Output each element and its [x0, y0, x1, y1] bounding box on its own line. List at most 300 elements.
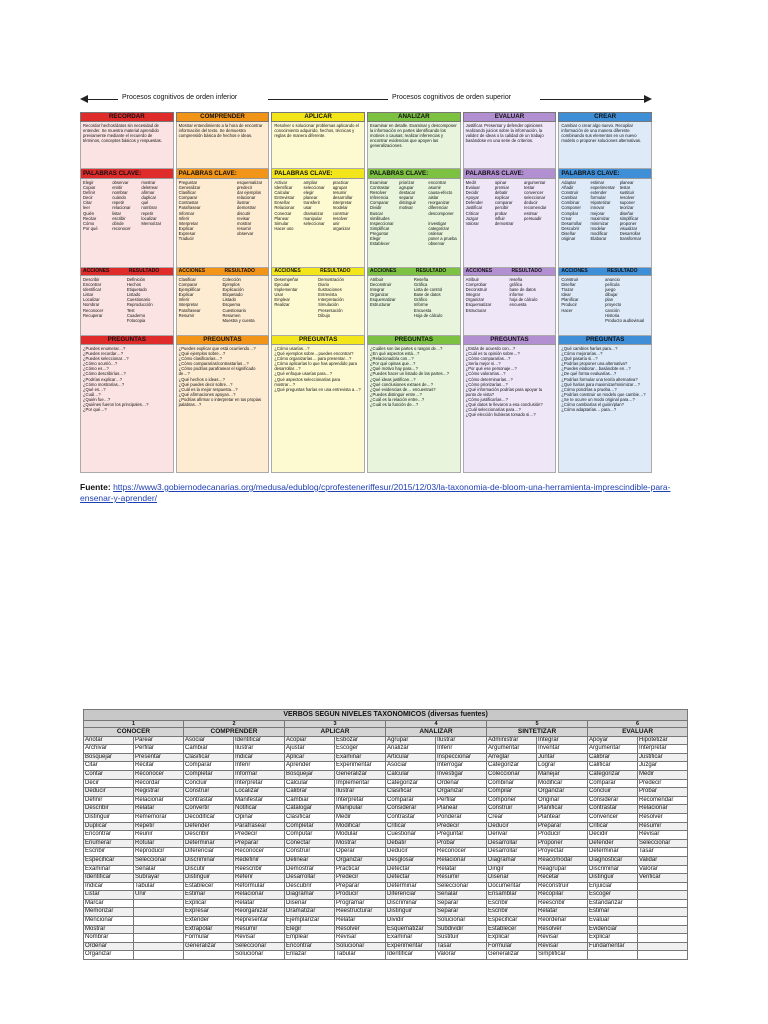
- keyword: [304, 226, 333, 231]
- verb-cell: Interpretar: [638, 745, 688, 754]
- verb-cell: Demostrar: [285, 865, 335, 874]
- keyword: demostrar: [237, 205, 256, 211]
- keyword: observar: [237, 230, 254, 236]
- verb-cell: Examinar: [335, 753, 386, 762]
- actions-results-heading: [80, 268, 174, 276]
- verb-cell: [638, 917, 688, 926]
- keyword: deducir: [524, 200, 538, 206]
- level-number: 1: [84, 721, 184, 728]
- keyword: Simplificar: [369, 225, 390, 231]
- verb-cell: Relacionar: [638, 805, 688, 814]
- verb-cell: Detectar: [386, 865, 436, 874]
- verb-cell: Investigar: [436, 770, 487, 779]
- keyword: Examinar: [369, 180, 388, 185]
- verb-cell: Bosquejar: [285, 770, 335, 779]
- verb-cell: Escribir: [487, 899, 537, 908]
- source-link[interactable]: https://www3.gobiernodecanarias.org/medusa/edublog/cprofesteneriffesur/2015/12/03/la-taxonomia-de-bloom-una-herramienta-imprescindible-para-ensenar-y-aprender/: [80, 482, 671, 503]
- verb-cell: Esquematizar: [386, 925, 436, 934]
- verb-cell: Asociar: [184, 736, 234, 745]
- keywords-heading: PALABRAS CLAVE:: [367, 169, 461, 179]
- keyword: Elegir: [369, 236, 381, 242]
- level-name: CONOCER: [84, 728, 184, 737]
- verb-cell: Reconocer: [436, 848, 487, 857]
- keyword: Simular: [274, 220, 289, 226]
- keyword: Establecer: [369, 241, 390, 247]
- verb-cell: Deducir: [386, 848, 436, 857]
- keyword: deletrear: [141, 185, 158, 191]
- verb-cell: Organizar: [335, 856, 386, 865]
- column-description: Mostrar entendimiento a la hora de encontrar información del texto. Se demuestra comprensión básica de hechos e ideas.: [176, 122, 270, 169]
- verb-cell: Argumentar: [487, 745, 537, 754]
- verb-cell: Probar: [638, 788, 688, 797]
- verb-cell: Estimar: [184, 891, 234, 900]
- verb-cell: [638, 925, 688, 934]
- verb-cell: Concluir: [184, 779, 234, 788]
- column-title: COMPRENDER: [176, 112, 270, 122]
- actions-results-heading: [271, 268, 365, 276]
- verb-cell: Contar: [84, 770, 134, 779]
- results-heading: RESULTADO: [607, 268, 638, 274]
- verb-cell: Inferir: [234, 762, 285, 771]
- verb-cell: Experimentar: [386, 942, 436, 951]
- table-row: [84, 822, 688, 831]
- verb-cell: Organizar: [537, 788, 588, 797]
- keyword: Desarrollar: [561, 220, 582, 226]
- verb-cell: Proyectar: [537, 848, 588, 857]
- verb-cell: Originar: [537, 796, 588, 805]
- verb-cell: [134, 899, 184, 908]
- actions-results: [80, 276, 174, 336]
- column-title: ANALIZAR: [367, 112, 461, 122]
- verb-cell: Recomendar: [638, 796, 688, 805]
- keyword: Inspeccionar: [369, 220, 394, 226]
- keywords-list: [558, 179, 652, 268]
- verb-cell: Modificar: [335, 822, 386, 831]
- questions-list: ¿Qué cambios harías para…? ¿Cómo mejorarías…? ¿Qué pasaría si…? ¿Podrías proponer una alternativa? ¿Puedes elaborar…basándote en…? ¿De qué forma evaluarías…? ¿Podrías formular una teoría alternativa? ¿Qué harías para maximizar/minimizar…? ¿Cómo pondrías a prueba…? ¿Podrías construir un modelo que cambie…? ¿Se te ocurre un modo original para…? ¿Cómo cambiarías el guión/plan? ¿Cómo adaptarías… para…?: [558, 345, 652, 473]
- keyword: [208, 236, 237, 241]
- table-row: [84, 745, 688, 754]
- keyword: encontrar: [428, 180, 447, 185]
- keyword: qué: [141, 200, 149, 206]
- verb-cell: Registrar: [134, 788, 184, 797]
- table-row: [84, 736, 688, 745]
- verb-cell: Ejemplarizar: [285, 917, 335, 926]
- keyword: Combinar: [561, 200, 580, 206]
- verb-cell: Aprender: [285, 762, 335, 771]
- verb-cell: Solucionar: [234, 951, 285, 960]
- keyword: Construir: [561, 190, 579, 196]
- bloom-taxonomy-figure: [80, 90, 652, 460]
- keyword: motivar: [399, 205, 413, 211]
- keyword: Adaptar: [561, 180, 576, 185]
- keyword: Parafrasear: [178, 205, 201, 211]
- verb-cell: Mencionar: [84, 917, 134, 926]
- verb-cell: Presentar: [134, 753, 184, 762]
- verb-cell: Diagramar: [487, 856, 537, 865]
- keyword: Valorar: [465, 220, 479, 226]
- verb-cell: Analizar: [386, 745, 436, 754]
- taxonomy-columns: [80, 112, 652, 473]
- verb-cell: Describir: [84, 805, 134, 814]
- verb-cell: Ajustar: [285, 745, 335, 754]
- verb-cell: [134, 908, 184, 917]
- verb-cell: Manejar: [537, 770, 588, 779]
- verb-cell: Mostrar: [335, 839, 386, 848]
- verb-cell: Desarrollar: [487, 848, 537, 857]
- keyword: nombrar: [141, 205, 157, 211]
- keyword: proponer: [619, 220, 637, 226]
- verb-cell: Ilustrar: [335, 788, 386, 797]
- verb-cell: Calibrar: [588, 753, 638, 762]
- questions-list: ¿Puedes explicar que está ocurriendo…? ¿Qué ejemplos sobre…? ¿Cómo clasificarías…? ¿Cómo compararías/contrastarías…? ¿Cómo podrías parafrasear el significado de…? ¿Qué hechos o ideas…? ¿Qué puedes decir sobre…? ¿Cuál es la mejor respuesta…? ¿Qué afirmaciones apoyan…? ¿Podrías afirmar o interpretar en tus propias palabras…?: [176, 345, 270, 473]
- actions-heading: ACCIONES: [465, 268, 493, 274]
- actions-list: Atribuir Comprobar Deconstruir Integrar Organizar Esquematizar Estructurar: [465, 277, 492, 313]
- verb-cell: Criticar: [588, 822, 638, 831]
- keyword: Traducir: [178, 236, 194, 242]
- verb-cell: Argumentar: [588, 745, 638, 754]
- keyword: probar: [494, 210, 507, 216]
- verb-cell: Seleccionar: [436, 882, 487, 891]
- verb-cell: Manipular: [335, 805, 386, 814]
- keyword: reorganizar: [428, 200, 450, 206]
- verb-cell: Enumerar: [84, 839, 134, 848]
- keyword: resolver: [332, 215, 348, 221]
- keyword: seleccionar: [303, 185, 325, 191]
- keyword: sustituir: [619, 190, 635, 196]
- verb-cell: Contrastar: [184, 796, 234, 805]
- keyword: Medir: [465, 180, 477, 185]
- verb-cell: Escoger: [588, 891, 638, 900]
- keyword: Cómo: [83, 220, 95, 226]
- verb-cell: Extender: [184, 917, 234, 926]
- verb-cell: Considerar: [588, 796, 638, 805]
- keyword: repetir: [141, 210, 154, 216]
- results-list: Demostración Diario Ilustraciones Entrevista Interpretación Simulación Presentación Dibujo: [318, 277, 344, 318]
- keyword: estimar: [590, 180, 605, 185]
- verb-cell: Solucionar: [436, 917, 487, 926]
- verb-cell: Reproducir: [134, 848, 184, 857]
- actions-heading: ACCIONES: [83, 268, 110, 274]
- verb-cell: Predecir: [335, 874, 386, 883]
- verb-cell: Subdividir: [436, 925, 487, 934]
- keyword: Definir: [83, 190, 96, 196]
- keyword: repetir: [112, 200, 125, 206]
- verb-cell: Representar: [234, 917, 285, 926]
- verb-cell: Formular: [487, 942, 537, 951]
- verb-cell: Catalogar: [285, 805, 335, 814]
- verb-cell: Medir: [335, 813, 386, 822]
- verb-cell: Agrupar: [386, 736, 436, 745]
- keyword: Entrevistar: [274, 195, 295, 201]
- keyword: resolver: [619, 195, 635, 201]
- keyword: leer: [83, 205, 90, 211]
- keyword: destacar: [399, 190, 416, 196]
- keyword: Resolver: [369, 190, 387, 196]
- keyword: practicar: [332, 180, 349, 185]
- verb-cell: Justificar: [638, 753, 688, 762]
- verb-cell: Revisar: [638, 831, 688, 840]
- actions-heading: ACCIONES: [178, 268, 206, 274]
- table-row: [84, 796, 688, 805]
- keyword: Copiar: [83, 185, 96, 191]
- column-description: Cambiar o crear algo nuevo. Recopilar información de una manera diferente combinando sus elementos en un nuevo modelo o proponer soluciones alternativas.: [558, 122, 652, 169]
- keyword: resumir: [237, 225, 251, 231]
- keyword: Dividir: [369, 205, 382, 211]
- keyword: [524, 221, 553, 226]
- verb-cell: Organizar: [84, 951, 134, 960]
- table-title: VERBOS SEGÚN NIVELES TAXONÓMICOS (diversas fuentes): [84, 710, 688, 721]
- verb-cell: Generalizar: [487, 951, 537, 960]
- verb-cell: Relacionar: [234, 891, 285, 900]
- verb-cell: Relatar: [234, 899, 285, 908]
- verb-cell: [638, 951, 688, 960]
- verb-cell: Distinguir: [84, 813, 134, 822]
- verb-cell: Convertir: [184, 805, 234, 814]
- keyword: priorizar: [399, 180, 415, 185]
- verb-cell: Definir: [84, 796, 134, 805]
- keyword: Descubrir: [561, 225, 580, 231]
- verb-cell: Reconocer: [234, 848, 285, 857]
- verb-cell: Elegir: [285, 925, 335, 934]
- actions-results: [271, 276, 365, 336]
- keywords-heading: PALABRAS CLAVE:: [463, 169, 557, 179]
- verb-cell: Reordenar: [537, 917, 588, 926]
- verb-cell: Identificar: [84, 874, 134, 883]
- table-row: [84, 917, 688, 926]
- verb-cell: Subrayar: [134, 874, 184, 883]
- verb-cell: Calcular: [285, 779, 335, 788]
- level-number: 4: [386, 721, 487, 728]
- verb-cell: Separar: [436, 908, 487, 917]
- verb-cell: Explicar: [184, 899, 234, 908]
- verb-cell: Conectar: [285, 839, 335, 848]
- verb-cell: Comparar: [386, 796, 436, 805]
- table-row: [84, 839, 688, 848]
- verb-cell: Descubrir: [285, 882, 335, 891]
- verb-cell: Reescribir: [234, 865, 285, 874]
- keyword: dónde: [112, 220, 124, 226]
- level-name: COMPRENDER: [184, 728, 285, 737]
- verb-cell: [638, 908, 688, 917]
- keyword: relacionar: [112, 205, 131, 211]
- verb-cell: Formular: [184, 934, 234, 943]
- actions-results-heading: [558, 268, 652, 276]
- keyword: agrupar: [332, 185, 348, 191]
- questions-heading: PREGUNTAS: [367, 336, 461, 345]
- verb-cell: Separar: [436, 899, 487, 908]
- verb-cell: Modificar: [537, 779, 588, 788]
- keyword: influir: [494, 215, 505, 221]
- column-description: Recordar hechos/datos sin necesidad de entender. Se muestra material aprendido previamente mediante el recuerdo de términos, conceptos básicos y respuestas.: [80, 122, 174, 169]
- verb-cell: Examinar: [386, 934, 436, 943]
- verb-cell: Contrastar: [386, 813, 436, 822]
- actions-list: Atribuir Deconstruir Integrar Organizar Esquematizar Estructurar: [369, 277, 396, 308]
- verb-cell: Valorar: [436, 951, 487, 960]
- verb-cell: Archivar: [84, 745, 134, 754]
- verb-cell: Calcular: [386, 770, 436, 779]
- taxonomy-column-evaluar: [463, 112, 557, 473]
- keyword: duplicar: [141, 195, 157, 201]
- verb-cell: Juzgar: [638, 762, 688, 771]
- actions-list: Clasificar Comparar Ejemplificar Explicar Inferir Interpretar Parafrasear Resumir: [178, 277, 201, 318]
- column-description: Examinar en detalle. Examinar y descomponer la información en partes identificando los motivos o causas; realizar inferencias y encontrar evidencias que apoyen las generalizaciones.: [367, 122, 461, 169]
- keyword: [237, 236, 266, 241]
- keyword: persuadir: [524, 215, 542, 221]
- table-row: [84, 831, 688, 840]
- verb-cell: Nombrar: [84, 934, 134, 943]
- table-row: [84, 770, 688, 779]
- verb-cell: Relacionar: [436, 856, 487, 865]
- verb-cell: Producir: [335, 891, 386, 900]
- verb-cell: Señalar: [436, 891, 487, 900]
- verb-cell: Desarrollar: [285, 874, 335, 883]
- verb-cell: Considerar: [386, 805, 436, 814]
- keyword: Calcular: [274, 190, 290, 196]
- verb-cell: Debatir: [386, 839, 436, 848]
- verb-cell: Recitar: [134, 762, 184, 771]
- verb-cell: Extrapolar: [184, 925, 234, 934]
- verb-cell: Completar: [184, 770, 234, 779]
- table-row: [84, 899, 688, 908]
- results-heading: RESULTADO: [415, 268, 447, 274]
- results-heading: RESULTADO: [128, 268, 160, 274]
- verb-cell: Resolver: [638, 813, 688, 822]
- verb-cell: Señalar: [134, 865, 184, 874]
- verb-cell: Combinar: [487, 779, 537, 788]
- keyword: Elegir: [83, 180, 94, 185]
- verb-cell: Coleccionar: [487, 770, 537, 779]
- verb-cell: Deducir: [84, 788, 134, 797]
- verb-cell: Escoger: [335, 745, 386, 754]
- keyword: planear: [619, 180, 634, 185]
- verb-cell: Decir: [84, 779, 134, 788]
- verb-cell: Defender: [184, 822, 234, 831]
- verb-cell: [134, 951, 184, 960]
- keyword: Recitar: [83, 215, 97, 221]
- keyword: comparar: [494, 200, 513, 206]
- keyword: Quién: [83, 210, 95, 216]
- column-description: Justificar. Presentar y defender opiniones realizando juicios sobre la información, la validez de ideas o la calidad de un trabajo basándose en una serie de criterios.: [463, 122, 557, 169]
- verb-cell: Tasar: [436, 942, 487, 951]
- keyword: Contrastar: [369, 185, 390, 191]
- keywords-heading: PALABRAS CLAVE:: [558, 169, 652, 179]
- verb-cell: Reconocer: [134, 770, 184, 779]
- keyword: modificar: [590, 230, 608, 236]
- verb-cell: Seleccionar: [134, 856, 184, 865]
- keyword: observar: [112, 180, 129, 185]
- keyword: convencer: [524, 190, 544, 196]
- keyword: aislar: [428, 195, 439, 201]
- keyword: [399, 241, 428, 246]
- keyword: descomponer: [428, 210, 454, 216]
- verb-cell: Parafrasear: [234, 822, 285, 831]
- keyword: Cambiar: [561, 195, 578, 201]
- actions-results-heading: [367, 268, 461, 276]
- table-row: [84, 934, 688, 943]
- verb-cell: Ilustrar: [234, 745, 285, 754]
- verb-cell: Experimentar: [335, 762, 386, 771]
- keyword: diseñar: [619, 210, 634, 216]
- verb-cell: Decidir: [588, 831, 638, 840]
- verb-cell: Tabular: [134, 882, 184, 891]
- verb-cell: Distinguir: [184, 874, 234, 883]
- column-title: APLICAR: [271, 112, 365, 122]
- questions-heading: PREGUNTAS: [463, 336, 557, 345]
- verb-cell: Cuestionar: [386, 831, 436, 840]
- keyword: Diseñar: [561, 230, 576, 236]
- cognitive-order-arrows: [80, 90, 652, 108]
- keyword: Interpretar: [178, 220, 198, 226]
- verb-cell: Manifestar: [234, 796, 285, 805]
- actions-results: [367, 276, 461, 336]
- verb-cell: Diagnosticar: [588, 856, 638, 865]
- verb-cell: Ordenar: [436, 779, 487, 788]
- questions-list: ¿Puedes enumerar…? ¿Puedes recordar…? ¿Puedes seleccionar…? ¿Cómo ocurrió…? ¿Cómo es…? ¿Cómo describirías…? ¿Podrías explicar…? ¿Cómo mostrarías…? ¿Qué es…? ¿Cuál…? ¿Quién fue…? ¿Quiénes fueron los principales…? ¿Por qué…?: [80, 345, 174, 473]
- keyword: mostrar: [141, 180, 156, 185]
- verb-cell: Diferenciar: [184, 848, 234, 857]
- keyword: Generalizar: [178, 185, 201, 191]
- keyword: Decidir: [465, 190, 479, 196]
- verb-cell: Revisar: [537, 942, 588, 951]
- verb-cell: Bosquejar: [84, 753, 134, 762]
- verb-cell: Esbozar: [335, 736, 386, 745]
- verb-cell: Implementar: [335, 779, 386, 788]
- keyword: maximizar: [590, 215, 610, 221]
- keyword: Criticar: [465, 210, 479, 216]
- verb-cell: Dramatizar: [285, 908, 335, 917]
- keyword: organizar: [332, 225, 351, 231]
- verb-cell: Encontrar: [84, 831, 134, 840]
- keyword: Preguntar: [369, 230, 389, 236]
- verb-cell: Ponderar: [436, 813, 487, 822]
- actions-results-heading: [176, 268, 270, 276]
- verb-cell: Desglosar: [386, 856, 436, 865]
- verb-cell: Detectar: [386, 874, 436, 883]
- verb-cell: Evidenciar: [588, 925, 638, 934]
- verb-cell: Dirigir: [487, 865, 537, 874]
- verb-cell: Distinguir: [588, 874, 638, 883]
- keyword: Identificar: [274, 185, 293, 191]
- verb-cell: Organizar: [436, 788, 487, 797]
- source-citation: [80, 482, 680, 504]
- verb-cell: [134, 917, 184, 926]
- keyword: modelar: [332, 205, 348, 211]
- verb-cell: Seleccionar: [638, 839, 688, 848]
- verb-cell: Resumir: [638, 822, 688, 831]
- verb-cell: Relatar: [537, 908, 588, 917]
- verb-cell: Escribir: [487, 908, 537, 917]
- keyword: dar ejemplos: [237, 190, 262, 196]
- verb-cell: Indicar: [84, 882, 134, 891]
- verb-cell: Proponer: [537, 839, 588, 848]
- verb-cell: Contrastar: [588, 805, 638, 814]
- keyword: agrupar: [399, 185, 414, 191]
- keyword: interpretar: [332, 200, 352, 206]
- verb-cell: Reunir: [134, 831, 184, 840]
- keywords-list: [80, 179, 174, 268]
- verb-cell: Administrar: [487, 736, 537, 745]
- column-title: CREAR: [558, 112, 652, 122]
- verb-cell: Valorar: [638, 865, 688, 874]
- column-title: RECORDAR: [80, 112, 174, 122]
- verb-cell: Fundamentar: [588, 942, 638, 951]
- verb-cell: [638, 934, 688, 943]
- keyword: debatir: [494, 190, 508, 196]
- keyword: listar: [112, 210, 122, 216]
- verb-cell: Resolver: [335, 925, 386, 934]
- verb-cell: Redefinir: [234, 856, 285, 865]
- results-heading: RESULTADO: [320, 268, 351, 274]
